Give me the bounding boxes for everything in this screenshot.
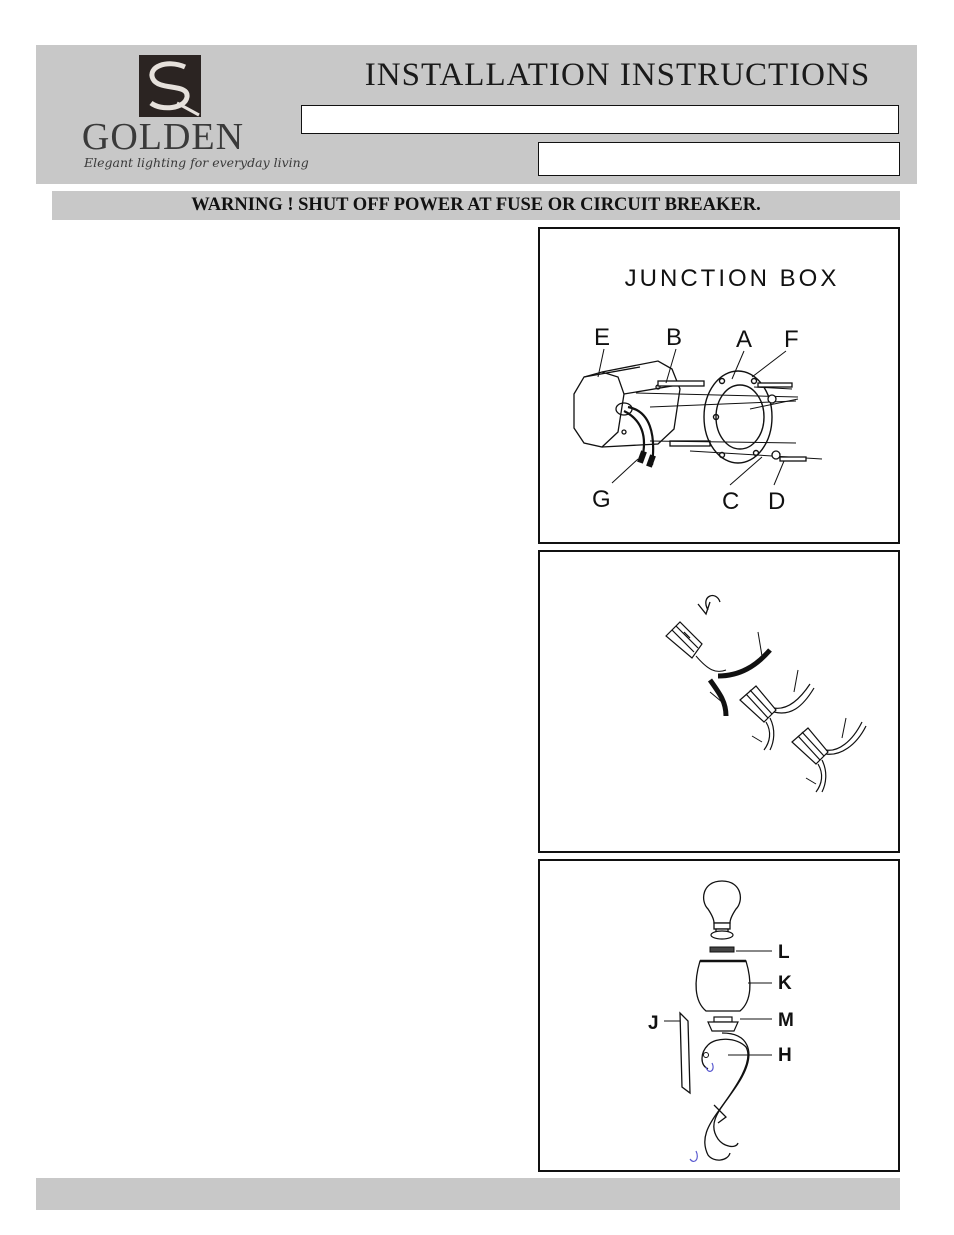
fixture-drawing <box>540 861 898 1170</box>
wiring-diagram <box>538 550 900 853</box>
label-l: L <box>778 942 790 963</box>
label-a: A <box>736 326 753 353</box>
white-fixture-wire <box>764 722 770 750</box>
warning-banner: WARNING ! SHUT OFF POWER AT FUSE OR CIRCUIT BREAKER. <box>52 191 900 220</box>
fixture-arm <box>714 1033 749 1146</box>
light-bulb-icon <box>704 881 741 934</box>
label-c: C <box>722 488 740 515</box>
guide-lines <box>636 387 822 459</box>
junction-box-labels <box>592 324 799 515</box>
footer-band <box>36 1178 900 1210</box>
label-d: D <box>768 488 786 515</box>
brand-tagline: Elegant lighting for everyday living <box>84 155 309 170</box>
label-b: B <box>666 324 683 351</box>
logo-mark-icon <box>137 53 203 119</box>
wire-connector-3 <box>792 728 828 764</box>
label-k: K <box>778 973 792 994</box>
scroll-accent-lower <box>690 1151 697 1161</box>
page-title: INSTALLATION INSTRUCTIONS <box>364 57 871 93</box>
model-number-field <box>301 105 899 134</box>
socket-cup <box>708 1017 738 1031</box>
fixture-assembly-diagram <box>538 859 900 1172</box>
golden-logo <box>80 51 309 179</box>
glass-shade <box>696 961 750 1011</box>
brand-name: GOLDEN <box>81 116 245 158</box>
junction-box-shape <box>574 361 680 447</box>
label-f: F <box>784 326 799 353</box>
junction-box-drawing <box>540 229 898 542</box>
wire-connector-2 <box>740 686 776 722</box>
wall-backplate <box>680 1013 690 1093</box>
junction-box-diagram <box>538 227 900 544</box>
header-band <box>36 45 917 184</box>
scroll-accent-upper <box>706 1063 713 1071</box>
washer-icon <box>711 931 733 939</box>
wire-connector-1 <box>666 622 702 658</box>
shade-ring <box>710 947 734 952</box>
supply-wires <box>624 407 653 465</box>
ground-fixture-wire <box>816 764 822 792</box>
label-j: J <box>648 1013 659 1034</box>
black-fixture-wire <box>710 680 726 716</box>
junction-box-title: JUNCTION BOX <box>624 265 840 292</box>
label-m: M <box>778 1010 794 1031</box>
bolts <box>758 383 806 461</box>
label-g: G <box>592 486 611 513</box>
twisted-wire <box>696 656 726 671</box>
item-number-field <box>538 142 900 176</box>
wiring-drawing <box>540 552 898 851</box>
arrow-head-icon <box>698 602 710 614</box>
label-e: E <box>594 324 611 351</box>
black-supply-wire <box>718 650 770 676</box>
label-h: H <box>778 1045 792 1066</box>
